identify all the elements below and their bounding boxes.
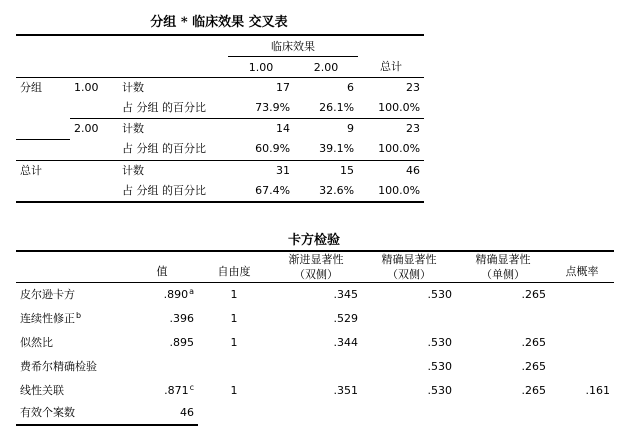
cell-asymp: .345 [333,287,358,301]
cell-value: 6 [347,81,355,94]
cell-total: 100.0% [358,98,424,119]
test-label: 有效个案数 [16,403,126,425]
cell-value [126,355,198,379]
cell-value: 26.1% [294,98,358,119]
cell-exact1: .265 [521,359,546,373]
table-row [16,307,614,331]
header-exact-2 [362,251,456,283]
table-row [16,181,424,202]
header-line: （双侧） [294,268,338,281]
cell-asymp: .351 [333,383,358,397]
col-header: 1.00 [228,57,294,78]
header-df: 自由度 [198,251,270,283]
cell-value: 73.9% [228,98,294,119]
cell-df: 1 [230,311,238,325]
cell-value: .396 [169,311,194,325]
crosstab-header-row-2 [16,57,424,78]
crosstab-title: 分组 * 临床效果 交叉表 [150,15,288,30]
col-group-label: 临床效果 [228,35,358,57]
footnote-mark: c [189,382,194,392]
stat-label: 占 分组 的百分比 [118,181,228,202]
row-var-label: 分组 [20,81,42,94]
header-point-prob: 点概率 [550,251,614,283]
table-row [16,119,424,140]
header-line: 精确显著性 [475,253,531,266]
col-header: 2.00 [294,57,358,78]
cell-df: 1 [230,287,238,301]
table-row [16,160,424,181]
cell-exact2 [362,307,456,331]
header-line: （双侧） [387,268,431,281]
cell-exact1 [456,307,550,331]
cell-exact1: .265 [521,383,546,397]
table-row [16,379,614,403]
header-line: （单侧） [481,268,525,281]
test-label: 似然比 [20,335,53,349]
cell-exact2: .530 [427,287,452,301]
cell-exact2: .530 [427,383,452,397]
cell-value: 31 [276,163,291,177]
test-label: 线性关联 [20,383,64,397]
cell-value: 17 [276,81,291,94]
header-exact-1 [456,251,550,283]
header-line: 渐进显著性 [288,253,344,266]
footnote-mark: b [76,310,82,320]
cell-value: 14 [276,122,291,135]
cell-point [550,283,614,307]
cell-exact2: .530 [427,335,452,349]
test-label: 连续性修正$^b$ [20,310,82,325]
table-row [16,355,614,379]
cell-value: 32.6% [294,181,358,202]
chisq-title: 卡方检验 [287,233,340,248]
header-value: 值 [126,251,198,283]
test-label: 皮尔逊卡方 [20,287,75,301]
cell-exact2: .530 [427,359,452,373]
cell-df: 1 [230,383,238,397]
cell-value: 46 [126,403,198,425]
cell-value: 39.1% [294,139,358,160]
cell-value: 15 [340,163,355,177]
crosstab-header-row-1 [16,35,424,57]
crosstab-table [16,34,424,203]
cell-point [550,355,614,379]
stat-label: 占 分组 的百分比 [118,98,228,119]
stat-label: 计数 [122,81,144,94]
chisq-table [16,250,614,426]
test-label: 费希尔精确检验 [20,359,97,373]
footnote-mark: a [189,286,194,296]
cell-total: 100.0% [358,181,424,202]
group-label: 2.00 [70,119,118,161]
table-row [16,78,424,99]
group-label: 1.00 [70,78,118,119]
cell-value: 60.9% [228,139,294,160]
cell-df [198,355,270,379]
table-row [16,331,614,355]
cell-point [550,331,614,355]
cell-asymp: .529 [333,311,358,325]
cell-total: 100.0% [358,139,424,160]
cell-df: 1 [230,335,238,349]
cell-total: 23 [406,81,421,94]
cell-value: 9 [347,122,355,135]
stat-label: 占 分组 的百分比 [118,139,228,160]
stat-label: 计数 [122,163,144,177]
chisq-header-row [16,251,614,283]
cell-total: 23 [406,122,421,135]
cell-value: .890$^a$ [163,286,194,301]
stat-label: 计数 [122,122,144,135]
cell-asymp: .344 [333,335,358,349]
cell-asymp [270,355,362,379]
cell-total: 46 [406,163,421,177]
cell-point [550,307,614,331]
total-header: 总计 [358,57,424,78]
cell-value: 67.4% [228,181,294,202]
table-row [16,283,614,307]
cell-exact1: .265 [521,335,546,349]
header-asymp-sig [270,251,362,283]
cell-value: .871$^c$ [164,382,194,397]
header-line: 精确显著性 [381,253,437,266]
cell-value: .895 [169,335,194,349]
total-block-label: 总计 [20,163,42,177]
cell-exact1: .265 [521,287,546,301]
cell-point: .161 [585,383,610,397]
